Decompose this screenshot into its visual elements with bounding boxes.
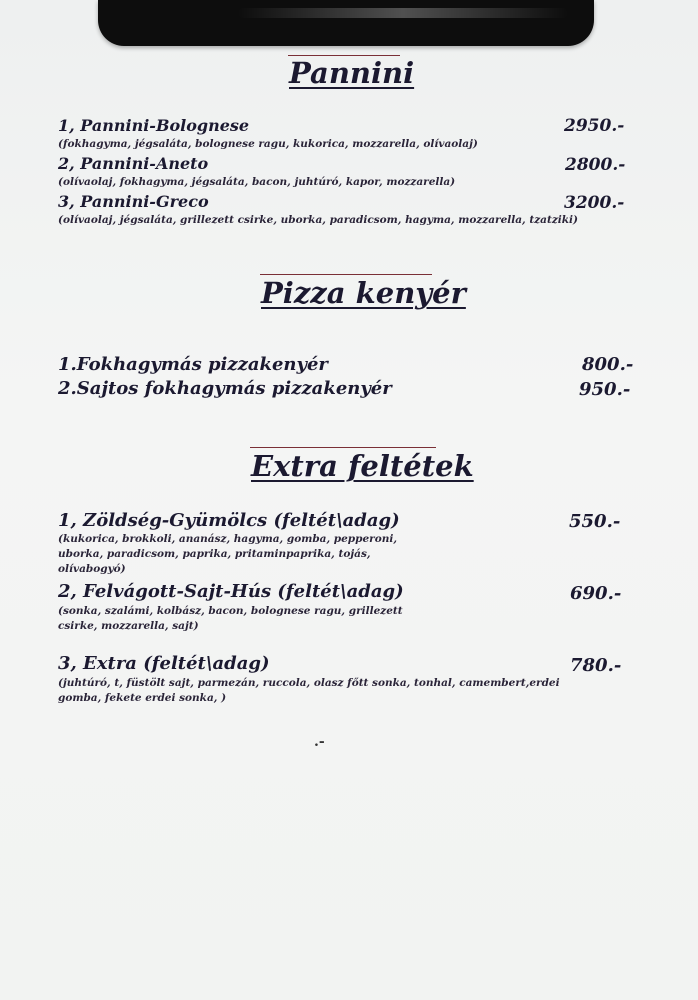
- title-rule-extra-feltetek: [250, 447, 436, 448]
- menu-item-name: 2, Felvágott-Sajt-Hús (feltét\adag): [58, 581, 404, 602]
- menu-item-price: 780.-: [570, 655, 622, 676]
- menu-item-description: (juhtúró, t, füstölt sajt, parmezán, ruccola, olasz főtt sonka, tonhal, camembert,erdei gomba, fekete erdei sonka, ): [58, 677, 560, 704]
- clip-shine: [238, 8, 568, 18]
- menu-item-description: (kukorica, brokkoli, ananász, hagyma, gomba, pepperoni, uborka, paradicsom, paprika, pritaminpaprika, tojás, olívabogyó): [58, 533, 397, 575]
- menu-item-description: (olívaolaj, fokhagyma, jégsaláta, bacon, juhtúró, kapor, mozzarella): [58, 176, 456, 188]
- title-rule-pizza-kenyer: [260, 274, 432, 275]
- section-title-pizza-kenyer: Pizza kenyér: [261, 276, 466, 310]
- stray-mark: .-: [314, 734, 325, 750]
- menu-item-name: 2, Pannini-Aneto: [58, 154, 209, 173]
- menu-item-description: (fokhagyma, jégsaláta, bolognese ragu, kukorica, mozzarella, olívaolaj): [58, 138, 478, 150]
- menu-item-price: 950.-: [579, 379, 631, 400]
- menu-item-name: 2.Sajtos fokhagymás pizzakenyér: [58, 378, 392, 399]
- menu-item-price: 2800.-: [565, 155, 626, 175]
- menu-item-description: (olívaolaj, jégsaláta, grillezett csirke, uborka, paradicsom, hagyma, mozzarella, tzatziki): [58, 214, 579, 226]
- menu-item-price: 690.-: [570, 583, 622, 604]
- section-title-extra-feltetek: Extra feltétek: [251, 449, 474, 483]
- menu-item-price: 800.-: [582, 354, 634, 375]
- menu-item-name: 1.Fokhagymás pizzakenyér: [58, 354, 328, 375]
- menu-item-price: 2950.-: [564, 116, 625, 136]
- menu-item-description: (sonka, szalámi, kolbász, bacon, bolognese ragu, grillezett csirke, mozzarella, sajt): [58, 605, 403, 632]
- section-title-pannini: Pannini: [289, 56, 415, 90]
- clipboard-clip: [98, 0, 594, 46]
- menu-item-name: 1, Pannini-Bolognese: [58, 116, 250, 135]
- menu-item-name: 3, Pannini-Greco: [58, 192, 209, 211]
- menu-item-name: 3, Extra (feltét\adag): [58, 653, 270, 674]
- menu-item-price: 3200.-: [564, 193, 625, 213]
- menu-item-name: 1, Zöldség-Gyümölcs (feltét\adag): [58, 510, 400, 531]
- menu-item-price: 550.-: [569, 511, 621, 532]
